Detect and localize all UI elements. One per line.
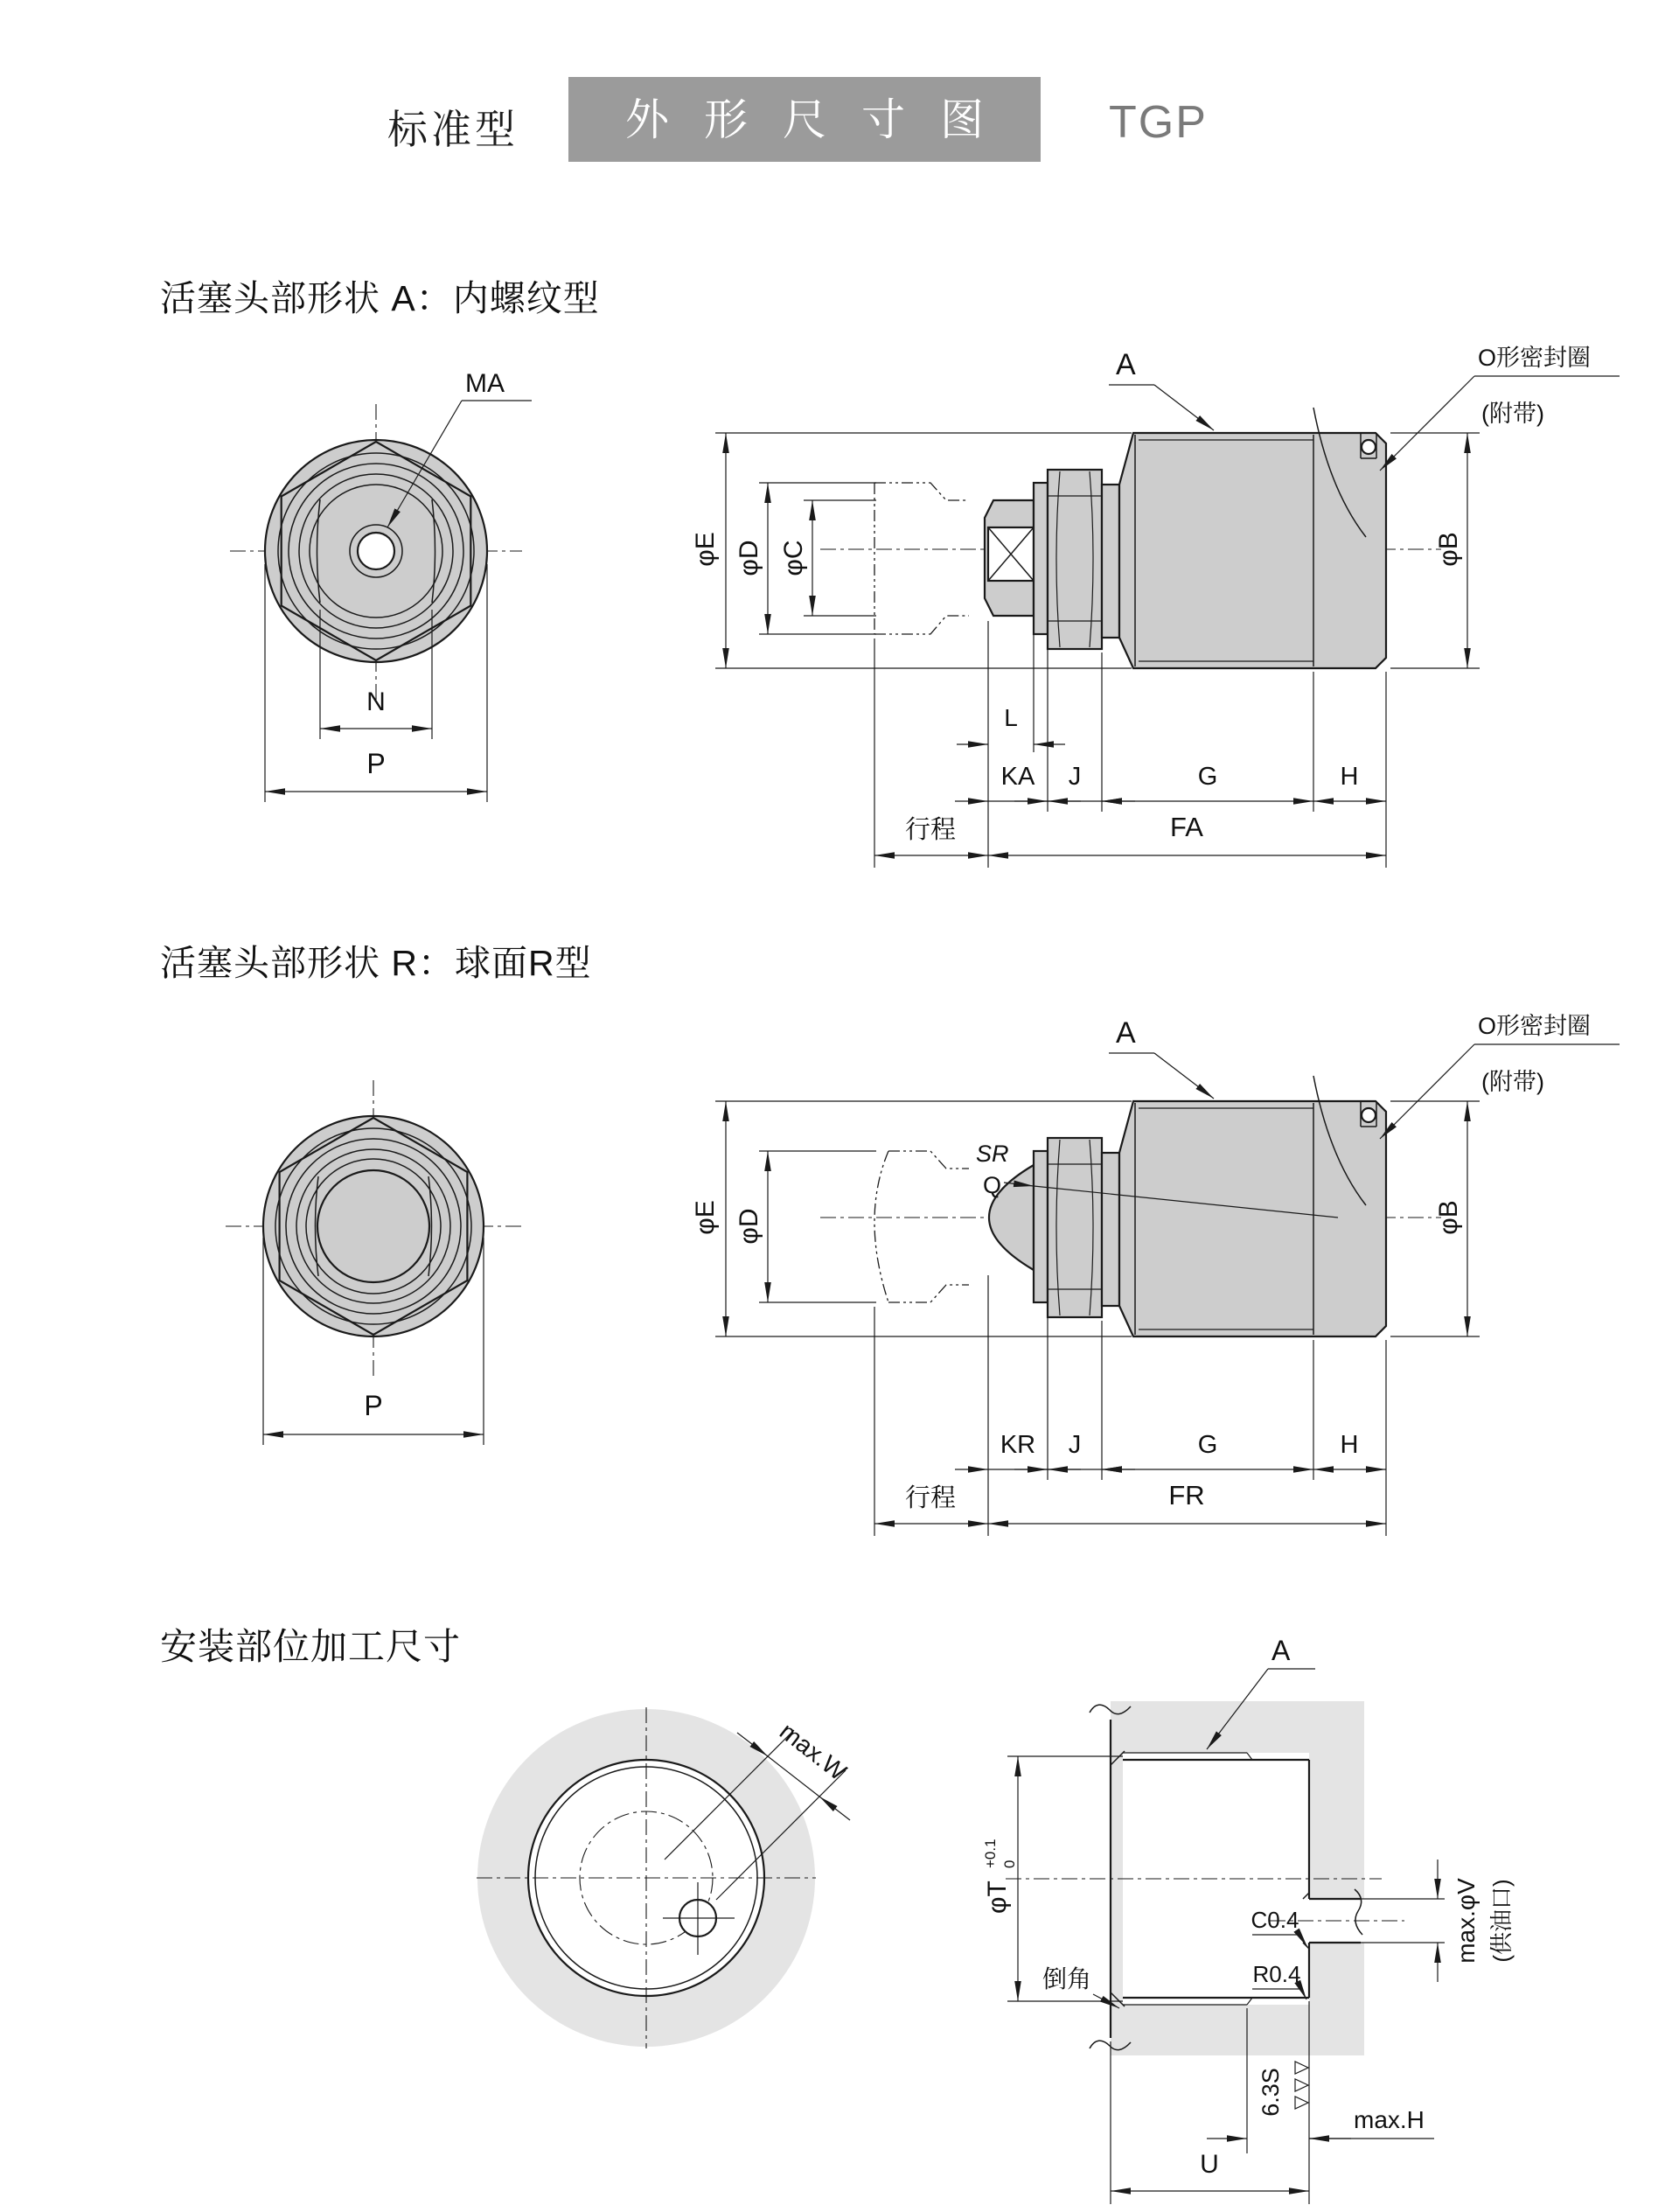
section-m-drawing bbox=[477, 1635, 1515, 2204]
section-m-title: 安装部位加工尺寸 bbox=[160, 1626, 462, 1667]
c04-callout: C0.4 bbox=[1251, 1907, 1299, 1933]
dim-label-n: N bbox=[366, 687, 386, 716]
chamfer-callout: 倒角 bbox=[1042, 1965, 1092, 1992]
piston-front-view-a bbox=[230, 369, 532, 802]
dim-label-j-r: J bbox=[1068, 1431, 1082, 1459]
sphere-radius-label-sr: SR bbox=[976, 1141, 1009, 1167]
dim-phi-t-upper-tol: +0.1 bbox=[982, 1839, 999, 1868]
dim-label-phi-d: φD bbox=[735, 540, 763, 576]
roughness-label: 6.3S bbox=[1258, 2068, 1284, 2117]
thread-callout-a-m: A bbox=[1271, 1635, 1291, 1666]
r04-callout: R0.4 bbox=[1252, 1961, 1301, 1987]
dim-label-h: H bbox=[1340, 763, 1359, 791]
dim-label-l: L bbox=[1004, 704, 1018, 731]
section-r-drawing bbox=[226, 1013, 1620, 1536]
dim-label-phi-b: φB bbox=[1434, 532, 1463, 567]
dim-label-phi-e-r: φE bbox=[691, 1200, 720, 1235]
dim-label-h-r: H bbox=[1340, 1431, 1359, 1459]
dim-label-max-w: max.W bbox=[774, 1717, 852, 1786]
dim-label-g: G bbox=[1197, 763, 1218, 791]
mounting-section-view bbox=[982, 1635, 1515, 2204]
dim-label-kr: KR bbox=[1000, 1431, 1036, 1459]
dim-label-g-r: G bbox=[1197, 1431, 1218, 1459]
cylinder-side-view-r bbox=[691, 1013, 1620, 1536]
oring-note: (附带) bbox=[1481, 401, 1544, 427]
cylinder-side-view-a bbox=[691, 345, 1620, 868]
thread-callout-a-r: A bbox=[1116, 1016, 1136, 1050]
dim-label-stroke-r: 行程 bbox=[904, 1484, 957, 1512]
dim-label-max-phi-v: max.φV bbox=[1453, 1878, 1480, 1964]
standard-type-label: 标准型 bbox=[387, 107, 519, 152]
dim-label-u: U bbox=[1200, 2150, 1219, 2179]
section-a-drawing bbox=[230, 345, 1620, 868]
page-banner: 外形尺寸图 bbox=[568, 77, 1041, 162]
model-code: TGP bbox=[1109, 97, 1208, 148]
dim-label-fa: FA bbox=[1170, 812, 1203, 842]
section-a-title: 活塞头部形状 A：内螺纹型 bbox=[160, 278, 600, 318]
oil-port-note: (供油口) bbox=[1488, 1879, 1515, 1963]
dim-label-phi-t: φT bbox=[983, 1881, 1012, 1914]
dim-phi-t-lower-tol: 0 bbox=[1001, 1860, 1018, 1868]
oring-callout: O形密封圈 bbox=[1478, 345, 1592, 371]
dim-label-stroke-a: 行程 bbox=[904, 816, 957, 844]
dim-label-max-h: max.H bbox=[1354, 2106, 1425, 2133]
dim-label-j: J bbox=[1068, 763, 1082, 791]
dim-label-p-r: P bbox=[364, 1390, 383, 1421]
dim-label-phi-c: φC bbox=[779, 540, 808, 576]
dim-label-phi-e: φE bbox=[691, 532, 720, 567]
sphere-radius-label-q: Q bbox=[983, 1172, 1002, 1198]
dim-label-ka: KA bbox=[1000, 763, 1035, 791]
thread-label-ma: MA bbox=[465, 369, 505, 398]
section-r-title: 活塞头部形状 R：球面R型 bbox=[160, 943, 592, 983]
oring-callout-r: O形密封圈 bbox=[1478, 1013, 1592, 1039]
dim-label-phi-d-r: φD bbox=[735, 1208, 763, 1245]
dim-label-fr: FR bbox=[1168, 1480, 1205, 1511]
piston-front-view-r bbox=[226, 1080, 521, 1445]
dim-label-p: P bbox=[366, 748, 386, 779]
thread-callout-a: A bbox=[1116, 348, 1136, 381]
oring-note-r: (附带) bbox=[1481, 1069, 1544, 1095]
dim-label-phi-b-r: φB bbox=[1434, 1200, 1463, 1235]
mounting-front-view bbox=[477, 1707, 852, 2048]
